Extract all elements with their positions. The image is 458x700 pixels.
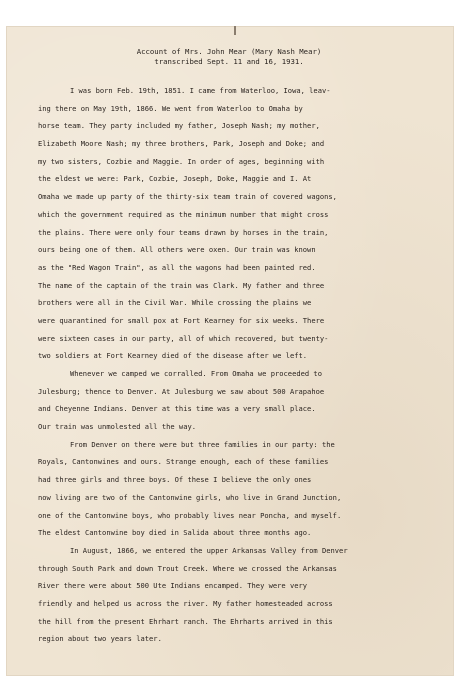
text-line: the eldest we were: Park, Cozbie, Joseph, Doke, Maggie and I. At (38, 174, 312, 184)
text-line: my two sisters, Cozbie and Maggie. In order of ages, beginning with (38, 156, 325, 166)
text-line: had three girls and three boys. Of these I believe the only ones (38, 475, 312, 485)
text-line: From Denver on there were but three families in our party: the (70, 439, 335, 449)
text-line: The eldest Cantonwine boy died in Salida about three months ago. (38, 528, 312, 538)
document-subtitle: transcribed Sept. 11 and 16, 1931. (154, 57, 304, 66)
text-line: ing there on May 19th, 1866. We went from Waterloo to Omaha by (38, 103, 303, 113)
text-line: two soldiers at Fort Kearney died of the disease after we left. (38, 351, 308, 361)
text-line: were sixteen cases in our party, all of which recovered, but twenty- (38, 333, 329, 343)
text-line: ours being one of them. All others were oxen. Our train was known (38, 245, 316, 255)
text-line: Our train was unmolested all the way. (38, 422, 197, 432)
text-line: were quarantined for small pox at Fort Kearney for six weeks. There (38, 315, 325, 325)
text-line: brothers were all in the Civil War. While crossing the plains we (38, 298, 312, 308)
text-line: the plains. There were only four teams drawn by horses in the train, (38, 227, 329, 237)
text-line: the hill from the present Ehrhart ranch. The Ehrharts arrived in this (38, 616, 333, 626)
document-body (38, 82, 438, 648)
text-line: horse team. They party included my father, Joseph Nash; my mother, (38, 121, 320, 131)
text-line: Julesburg; thence to Denver. At Julesburg we saw about 500 Arapahoe (38, 386, 325, 396)
text-line: which the government required as the minimum number that might cross (38, 209, 329, 219)
text-line: as the "Red Wagon Train", as all the wagons had been painted red. (38, 262, 316, 272)
text-line: Elizabeth Moore Nash; my three brothers, Park, Joseph and Doke; and (38, 139, 325, 149)
text-line: one of the Cantonwine boys, who probably lives near Poncha, and myself. (38, 510, 342, 520)
text-line: through South Park and down Trout Creek. Where we crossed the Arkansas (38, 563, 337, 573)
document-title: Account of Mrs. John Mear (Mary Nash Mear) (136, 47, 322, 56)
text-line: River there were about 500 Ute Indians encamped. They were very (38, 581, 308, 591)
binding-mark (234, 26, 236, 35)
text-line: Royals, Cantonwines and ours. Strange enough, each of these families (38, 457, 329, 467)
text-line: Whenever we camped we corralled. From Omaha we proceeded to (70, 369, 322, 378)
text-line: now living are two of the Cantonwine girls, who live in Grand Junction, (38, 492, 342, 502)
text-line: and Cheyenne Indians. Denver at this time was a very small place. (38, 404, 316, 414)
text-line: region about two years later. (38, 634, 162, 644)
text-line: I was born Feb. 19th, 1851. I came from Waterloo, Iowa, leav- (70, 86, 331, 95)
text-line: Omaha we made up party of the thirty-six team train of covered wagons, (38, 192, 337, 202)
text-line: friendly and helped us across the river. My father homesteaded across (38, 598, 333, 608)
text-line: In August, 1866, we entered the upper Arkansas Valley from Denver (70, 545, 348, 555)
text-line: The name of the captain of the train was Clark. My father and three (38, 280, 325, 290)
